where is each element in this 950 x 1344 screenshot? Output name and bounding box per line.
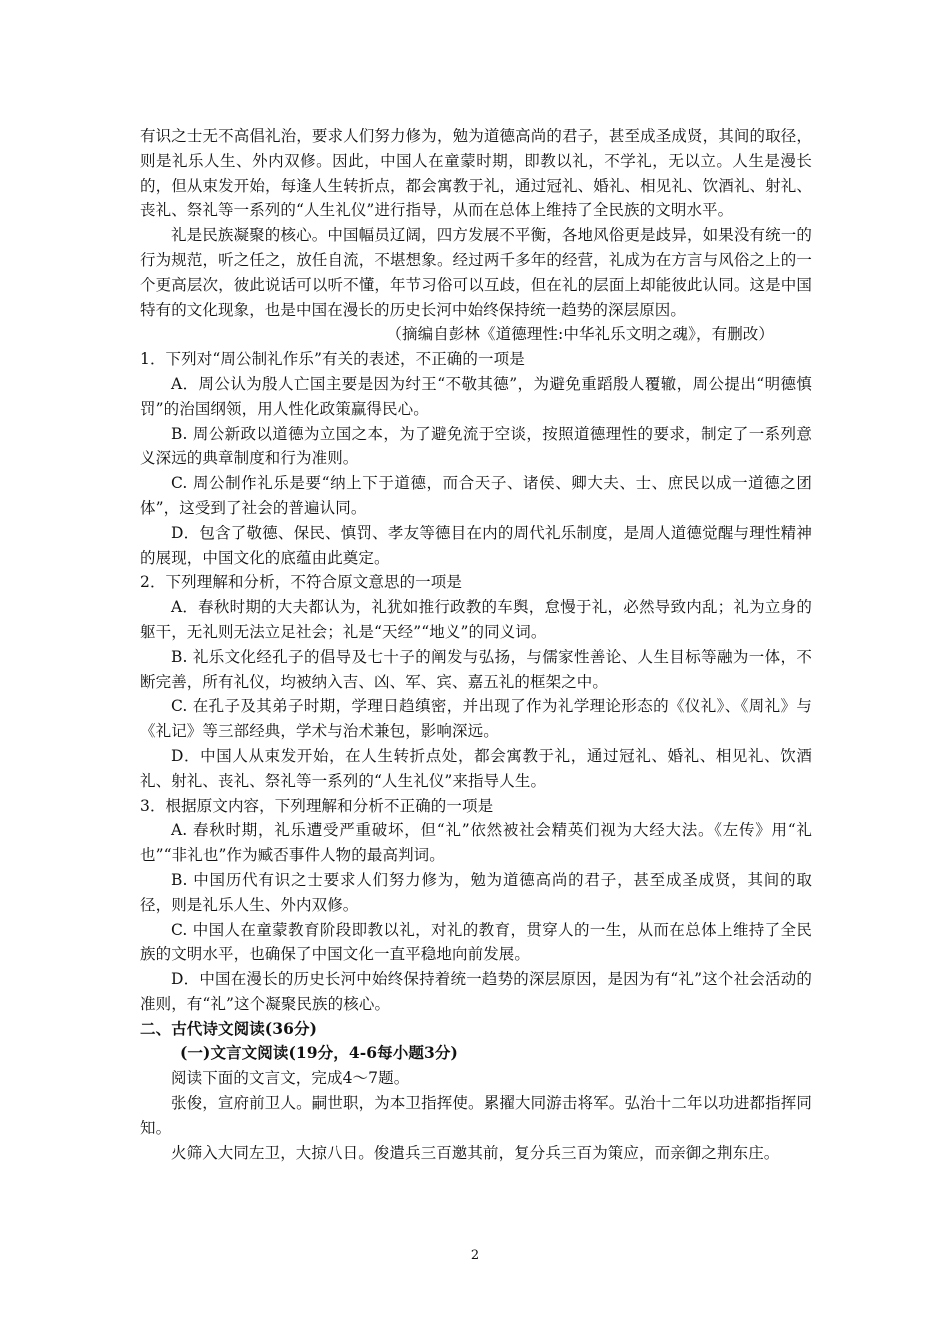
question-3-option-d: D．中国在漫长的历史长河中始终保持着统一趋势的深层原因，是因为有“礼”这个社会活动的准则，有“礼”这个凝聚民族的核心。 — [140, 970, 812, 1013]
classical-text-paragraph-2: 火筛入大同左卫，大掠八日。俊遣兵三百邀其前，复分兵三百为策应，而亲御之荆东庄。 — [171, 1143, 780, 1162]
question-3-option-c: C. 中国人在童蒙教育阶段即教以礼，对礼的教育，贯穿人的一生，从而在总体上维持了全民族的文明水平，也确保了中国文化一直平稳地向前发展。 — [140, 920, 812, 964]
question-3-stem: 3．根据原文内容，下列理解和分析不正确的一项是 — [140, 796, 494, 815]
question-2-option-d: D．中国人从束发开始，在人生转折点处，都会寓教于礼，通过冠礼、婚礼、相见礼、饮酒礼、射礼、丧礼、祭礼等一系列的“人生礼仪”来指导人生。 — [140, 746, 812, 790]
passage-paragraph-2: 礼是民族凝聚的核心。中国幅员辽阔，四方发展不平衡，各地风俗更是歧异，如果没有统一的行为规范，听之任之，放任自流，不堪想象。经过两千多年的经营，礼成为在方言与风俗之上的一个更高层次，彼此说话可以听不懂，年节习俗可以互歧，但在礼的层面上却能彼此认同。这是中国特有的文化现象，也是中国在漫长的历史长河中始终保持统一趋势的深层原因。 — [140, 226, 812, 319]
section-2-subheading: (一)文言文阅读(19分，4-6每小题3分) — [180, 1043, 458, 1063]
question-2-option-a: A．春秋时期的大夫都认为，礼犹如推行政教的车舆，怠慢于礼，必然导致内乱；礼为立身的躯干，无礼则无法立足社会；礼是“天经”“地义”的同义词。 — [140, 598, 812, 641]
passage-source: （摘编自彭林《道德理性:中华礼乐文明之魂》，有删改） — [386, 325, 774, 344]
question-1-option-c: C. 周公制作礼乐是要“纳上下于道德，而合天子、诸侯、卿大夫、士、庶民以成一道德之团体”，这受到了社会的普遍认同。 — [140, 474, 812, 517]
question-1-option-d: D．包含了敬德、保民、慎罚、孝友等德目在内的周代礼乐制度，是周人道德觉醒与理性精神的展现，中国文化的底蕴由此奠定。 — [140, 523, 812, 567]
question-1-option-a: A．周公认为殷人亡国主要是因为纣王“不敬其德”，为避免重蹈殷人覆辙，周公提出“明德慎罚”的治国纲领，用人性化政策赢得民心。 — [140, 374, 812, 418]
question-2-option-c: C. 在孔子及其弟子时期，学理日趋缜密，并出现了作为礼学理论形态的《仪礼》、《周礼》与《礼记》等三部经典，学术与治术兼包，影响深远。 — [140, 697, 812, 741]
section-2-instruction: 阅读下面的文言文，完成4～7题。 — [171, 1069, 410, 1088]
page-number: 2 — [470, 1248, 480, 1263]
passage-paragraph-1: 有识之士无不高倡礼治，要求人们努力修为，勉为道德高尚的君子，甚至成圣成贤，其间的取径，则是礼乐人生、外内双修。因此，中国人在童蒙时期，即教以礼，不学礼，无以立。人生是漫长的，但从束发开始，每逢人生转折点，都会寓教于礼，通过冠礼、婚礼、相见礼、饮酒礼、射礼、丧礼、祭礼等一系列的“人生礼仪”进行指导，从而在总体上维持了全民族的文明水平。 — [140, 127, 812, 220]
question-3-option-a: A. 春秋时期，礼乐遭受严重破坏，但“礼”依然被社会精英们视为大经大法。《左传》用“礼也”“非礼也”作为臧否事件人物的最高判词。 — [140, 821, 812, 865]
question-2-stem: 2．下列理解和分析，不符合原文意思的一项是 — [140, 573, 462, 592]
question-3-option-b: B. 中国历代有识之士要求人们努力修为，勉为道德高尚的君子，甚至成圣成贤，其间的取径，则是礼乐人生、外内双修。 — [140, 870, 812, 914]
page-content — [140, 124, 812, 1165]
section-2-heading: 二、古代诗文阅读(36分) — [140, 1018, 318, 1038]
question-1-stem: 1．下列对“周公制礼作乐”有关的表述，不正确的一项是 — [140, 350, 525, 369]
classical-text-paragraph-1: 张俊，宣府前卫人。嗣世职，为本卫指挥使。累擢大同游击将军。弘治十二年以功进都指挥同知。 — [140, 1094, 812, 1137]
question-2-option-b: B. 礼乐文化经孔子的倡导及七十子的阐发与弘扬，与儒家性善论、人生目标等融为一体，不断完善，所有礼仪，均被纳入吉、凶、军、宾、嘉五礼的框架之中。 — [140, 647, 812, 691]
question-1-option-b: B. 周公新政以道德为立国之本，为了避免流于空谈，按照道德理性的要求，制定了一系列意义深远的典章制度和行为准则。 — [140, 424, 812, 468]
